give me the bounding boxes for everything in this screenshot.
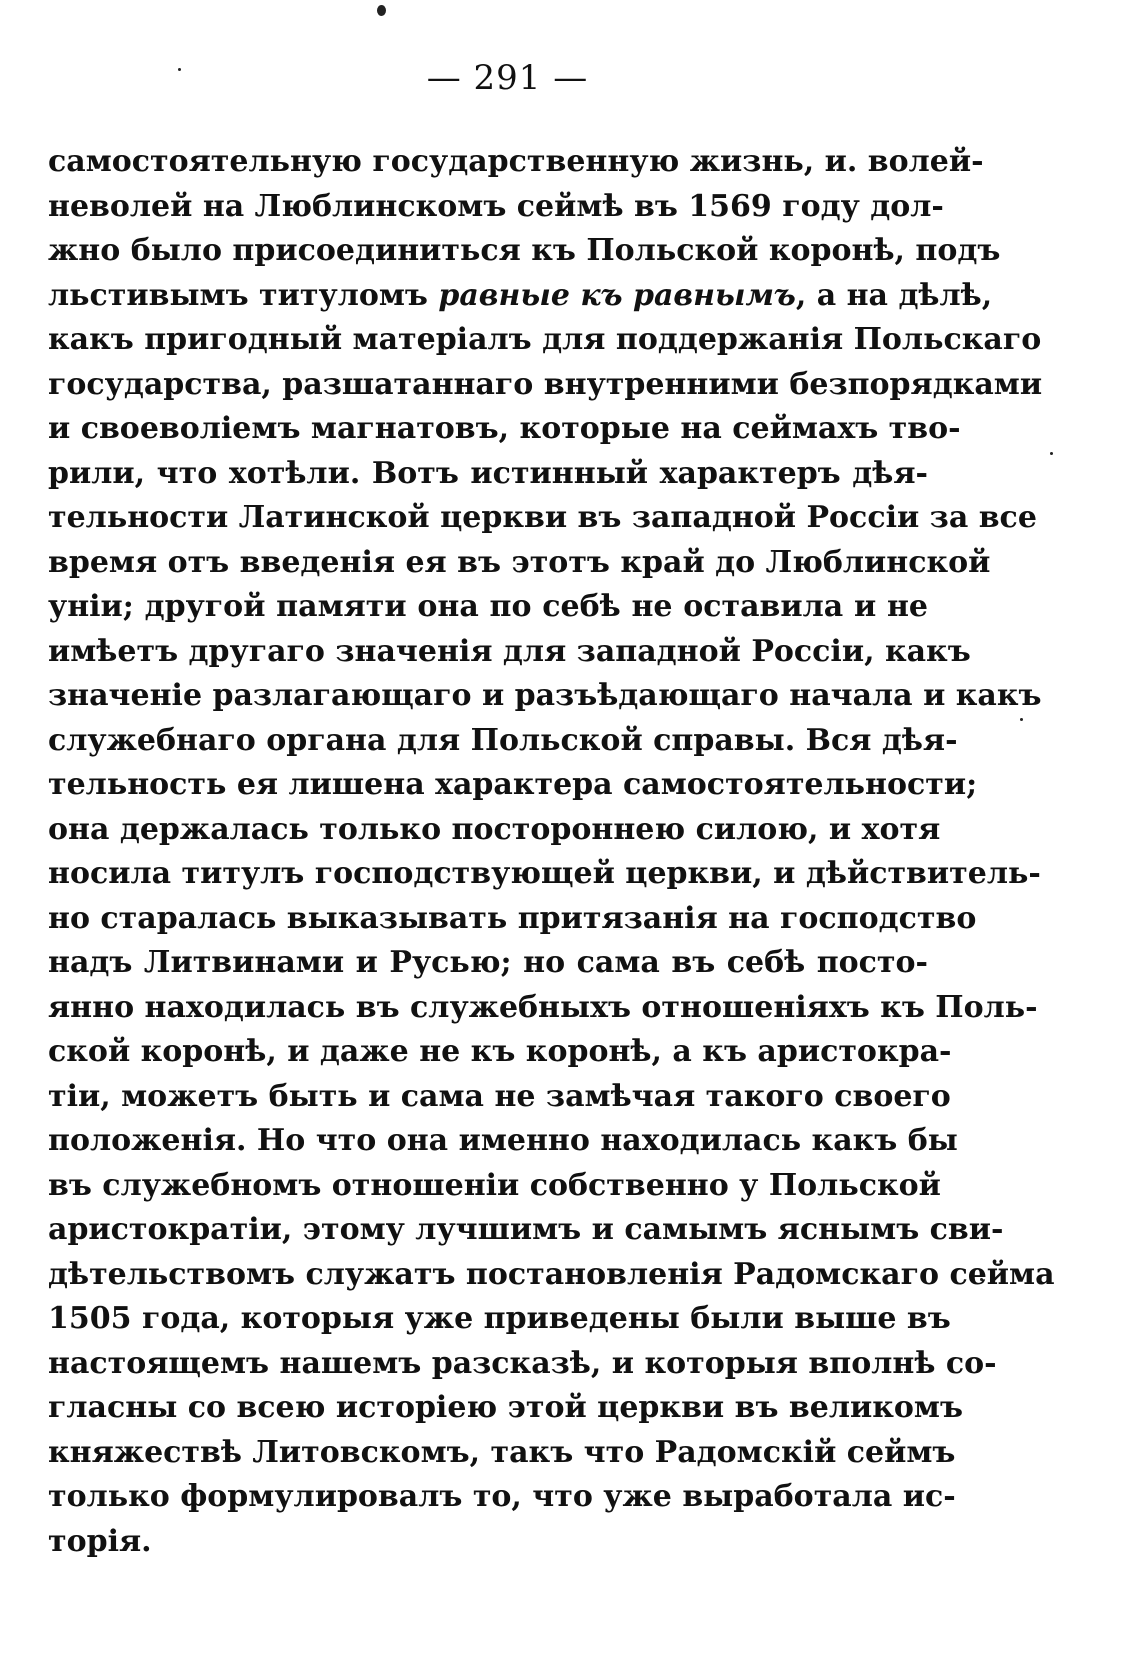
text-line	[48, 585, 928, 630]
text-line	[48, 719, 958, 764]
text-line	[48, 1208, 1004, 1253]
text-line	[48, 452, 928, 497]
text-segment: неволей на Люблинскомъ сеймѣ въ 1569 году дол-	[48, 188, 944, 224]
text-line	[48, 318, 1042, 363]
text-segment: положенія. Но что она именно находилась какъ бы	[48, 1123, 958, 1158]
text-segment: государства, разшатаннаго внутренними безпорядками	[48, 366, 1043, 402]
text-segment: янно находилась въ служебныхъ отношеніяхъ къ Поль-	[48, 989, 1038, 1025]
text-segment: она держалась только постороннею силою, и хотя	[48, 811, 941, 847]
text-line	[48, 897, 977, 942]
text-segment: тельность ея лишена характера самостоятельности;	[48, 767, 978, 802]
text-segment: гласны со всею исторіею этой церкви въ великомъ	[48, 1390, 963, 1425]
text-line	[48, 496, 1037, 541]
text-segment: носила титулъ господствующей церкви, и дѣйствитель-	[48, 856, 1041, 891]
text-line	[48, 1164, 941, 1209]
text-segment: только формулировалъ то, что уже выработала ис-	[48, 1479, 956, 1514]
ink-speck	[1020, 718, 1023, 721]
emphasized-phrase: равные къ равнымъ	[438, 277, 796, 313]
text-segment: служебнаго органа для Польской справы. Вся дѣя-	[48, 722, 958, 758]
text-line	[48, 229, 1001, 274]
text-line	[48, 1386, 963, 1431]
text-line	[48, 1297, 951, 1342]
text-segment: княжествѣ Литовскомъ, такъ что Радомскій сеймъ	[48, 1434, 956, 1470]
text-segment: самостоятельную государственную жизнь, и. волей-	[48, 144, 984, 179]
text-segment: уніи; другой памяти она по себѣ не оставила и не	[48, 589, 928, 624]
text-segment: имѣетъ другаго значенія для западной Россіи, какъ	[48, 633, 971, 669]
text-line	[48, 852, 1041, 897]
text-line	[48, 140, 984, 185]
text-line	[48, 1253, 1055, 1298]
text-segment: значеніе разлагающаго и разъѣдающаго начала и какъ	[48, 678, 1042, 713]
text-segment: 1505 года, которыя уже приведены были выше въ	[48, 1301, 951, 1336]
text-line	[48, 1030, 952, 1075]
text-segment: жно было присоединиться къ Польской коронѣ, подъ	[48, 233, 1001, 268]
text-line	[48, 1119, 958, 1164]
text-line	[48, 1431, 956, 1476]
text-segment: , а на дѣлѣ,	[795, 277, 993, 313]
text-segment: какъ пригодный матеріалъ для поддержанія Польскаго	[48, 322, 1042, 357]
text-line	[48, 363, 1043, 408]
text-line	[48, 941, 928, 986]
text-line	[48, 1475, 956, 1520]
text-segment: рили, что хотѣли. Вотъ истинный характеръ дѣя-	[48, 455, 928, 491]
page-number: — 291 —	[426, 58, 589, 98]
text-segment: и своеволіемъ магнатовъ, которые на сеймахъ тво-	[48, 411, 961, 446]
body-paragraph	[48, 140, 1055, 1564]
text-line	[48, 1075, 951, 1120]
text-segment: въ служебномъ отношеніи собственно у Польской	[48, 1167, 941, 1203]
text-line	[48, 274, 993, 319]
text-line	[48, 674, 1042, 719]
text-line	[48, 763, 978, 808]
text-line	[48, 1342, 997, 1387]
text-line	[48, 185, 944, 230]
text-line	[48, 630, 971, 675]
text-segment: торія.	[48, 1523, 152, 1559]
text-segment: но старалась выказывать притязанія на господство	[48, 900, 977, 936]
text-line	[48, 808, 941, 853]
text-segment: надъ Литвинами и Русью; но сама въ себѣ посто-	[48, 945, 928, 980]
ink-speck	[377, 5, 386, 16]
text-line	[48, 986, 1038, 1031]
ink-speck	[1050, 452, 1053, 455]
text-segment: тельности Латинской церкви въ западной Россіи за все	[48, 500, 1037, 535]
text-line	[48, 541, 991, 586]
text-line	[48, 407, 961, 452]
text-line	[48, 1520, 928, 1565]
text-segment: время отъ введенія ея въ этотъ край до Люблинской	[48, 544, 991, 580]
text-segment: настоящемъ нашемъ разсказѣ, и которыя вполнѣ со-	[48, 1345, 997, 1381]
text-segment: льстивымъ титуломъ	[48, 277, 439, 313]
text-segment: ской коронѣ, и даже не къ коронѣ, а къ аристокра-	[48, 1034, 952, 1069]
text-segment: дѣтельствомъ служатъ постановленія Радомскаго сейма	[48, 1256, 1055, 1292]
text-segment: аристократіи, этому лучшимъ и самымъ яснымъ сви-	[48, 1212, 1004, 1247]
text-segment: тіи, можетъ быть и сама не замѣчая такого своего	[48, 1078, 951, 1114]
